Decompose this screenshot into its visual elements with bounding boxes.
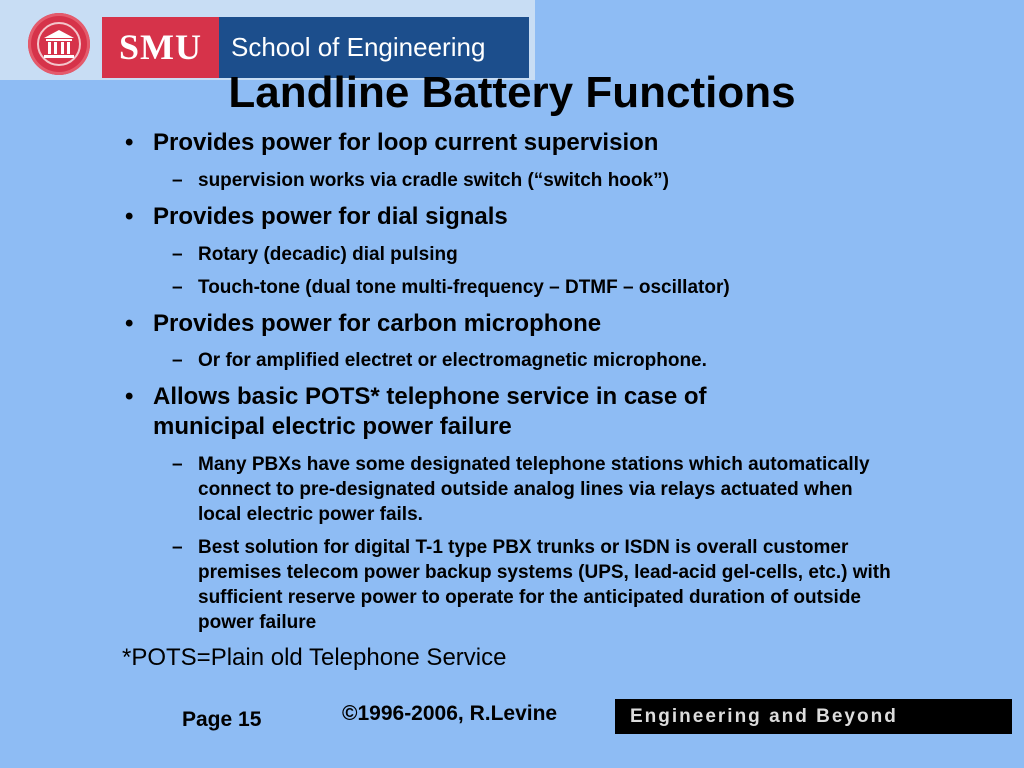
bullet-item xyxy=(125,202,845,232)
logo-school-of-engineering: School of Engineering xyxy=(219,17,529,78)
page-number: Page 15 xyxy=(182,708,262,731)
bullet-text: Provides power for dial signals xyxy=(153,203,508,230)
bullet-mark: • xyxy=(125,129,134,156)
footnote: *POTS=Plain old Telephone Service xyxy=(122,644,507,671)
sub-bullet-text: Touch-tone (dual tone multi-frequency – DTMF – oscillator) xyxy=(198,277,730,298)
sub-bullet-mark: – xyxy=(172,170,183,191)
bullet-text: Provides power for loop current supervision xyxy=(153,129,659,156)
tagline-text: Engineering and Beyond xyxy=(630,706,898,727)
sub-bullet-mark: – xyxy=(172,537,183,558)
sub-bullet-text: supervision works via cradle switch (“switch hook”) xyxy=(198,170,669,191)
bullet-item xyxy=(125,382,825,442)
sub-bullet-item xyxy=(172,275,892,300)
sub-bullet-item xyxy=(172,535,892,635)
sub-bullet-text: Many PBXs have some designated telephone stations which automatically connect to pre-designated outside analog lines via relays actuated when local electric power fails. xyxy=(198,454,870,525)
bullet-item xyxy=(125,128,845,158)
bullet-text: Allows basic POTS* telephone service in case of municipal electric power failure xyxy=(153,383,707,440)
sub-bullet-text: Best solution for digital T-1 type PBX trunks or ISDN is overall customer premises telecom power backup systems (UPS, lead-acid gel-cells, etc.) with sufficient reserve power to operate for the anticipated duration of outside power failure xyxy=(198,537,891,633)
bullet-item xyxy=(125,309,845,339)
slide-title: Landline Battery Functions xyxy=(228,68,796,117)
bullet-mark: • xyxy=(125,310,134,337)
sub-bullet-mark: – xyxy=(172,277,183,298)
bullet-text: Provides power for carbon microphone xyxy=(153,310,602,337)
sub-bullet-item xyxy=(172,242,892,267)
copyright: ©1996-2006, R.Levine xyxy=(342,702,558,725)
sub-bullet-mark: – xyxy=(172,454,183,475)
sub-bullet-mark: – xyxy=(172,244,183,265)
sub-bullet-item xyxy=(172,452,892,527)
bullet-mark: • xyxy=(125,203,134,230)
sub-bullet-item xyxy=(172,168,892,193)
bullet-mark: • xyxy=(125,383,134,410)
sub-bullet-item xyxy=(172,348,892,373)
sub-bullet-text: Rotary (decadic) dial pulsing xyxy=(198,244,458,265)
sub-bullet-mark: – xyxy=(172,350,183,371)
sub-bullet-text: Or for amplified electret or electromagnetic microphone. xyxy=(198,350,707,371)
logo-smu: SMU xyxy=(102,17,219,78)
